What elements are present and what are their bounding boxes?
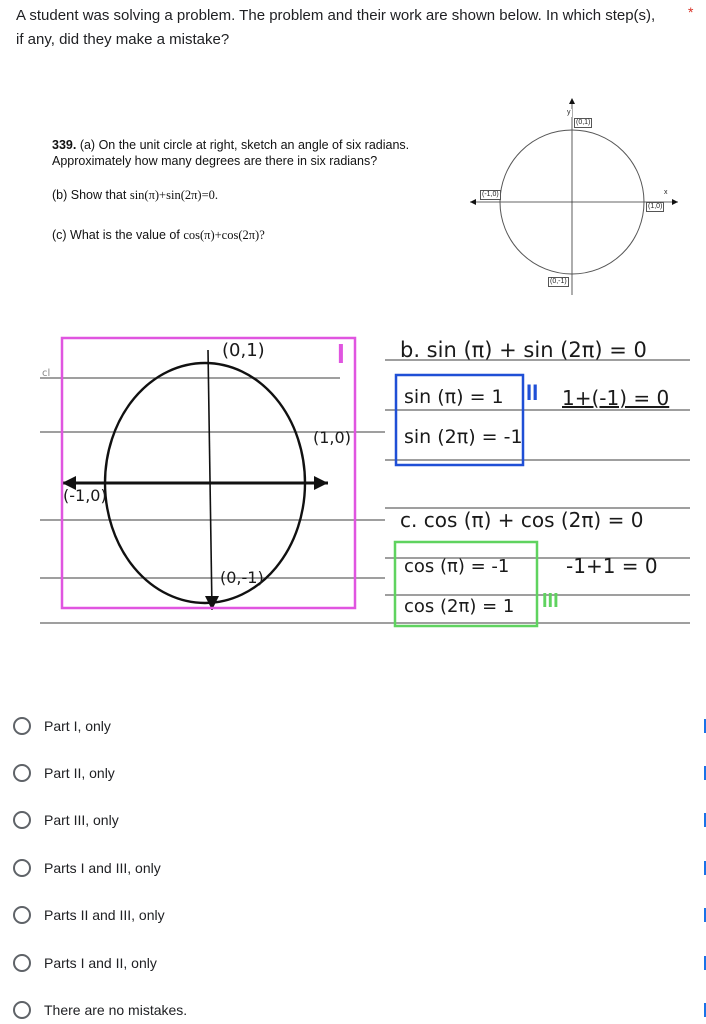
option-label: There are no mistakes. (44, 1002, 188, 1018)
hw-circle-right-label: (1,0) (313, 428, 351, 447)
problem-part-b-math: sin(π)+sin(2π)=0. (129, 188, 218, 202)
radio-button-icon[interactable] (13, 859, 31, 877)
radio-button-icon[interactable] (13, 954, 31, 972)
option-part-i-only[interactable] (13, 712, 111, 740)
option-part-ii-only[interactable] (13, 759, 115, 787)
hw-circle-top-label: (0,1) (222, 340, 265, 361)
radio-button-icon[interactable] (13, 906, 31, 924)
required-asterisk: * (688, 4, 694, 20)
hw-part-c-equation: c. cos (π) + cos (2π) = 0 (400, 508, 644, 532)
option-part-iii-only[interactable] (13, 806, 119, 834)
hw-circle-bottom-label: (0,-1) (220, 568, 264, 587)
label-top-point: (0,1) (576, 119, 591, 126)
hw-part-b-result: 1+(-1) = 0 (562, 386, 670, 410)
option-label: Part III, only (44, 812, 119, 828)
label-bottom-point: (0,-1) (550, 278, 567, 285)
problem-number: 339. (52, 138, 77, 152)
problem-part-a-line1: (a) On the unit circle at right, sketch an angle of six radians. (76, 138, 410, 152)
option-label: Part I, only (44, 718, 111, 734)
problem-part-b-prefix: (b) Show that (52, 188, 130, 202)
margin-mark: cl (42, 368, 51, 379)
option-label: Part II, only (44, 765, 115, 781)
x-axis-arrow-left-icon (470, 199, 476, 205)
problem-part-c-math: cos(π)+cos(2π)? (183, 228, 265, 242)
hand-arrow-right-icon (314, 476, 328, 490)
hw-circle-left-label: (-1,0) (63, 486, 107, 505)
x-axis-label: x (664, 189, 668, 196)
problem-part-a-line2: Approximately how many degrees are there in six radians? (52, 154, 378, 168)
option-label: Parts I and II, only (44, 955, 157, 971)
option-no-mistakes[interactable] (13, 996, 187, 1024)
hw-part-c-result: -1+1 = 0 (566, 554, 658, 578)
hw-part-c-step2: cos (2π) = 1 (404, 596, 515, 617)
option-label: Parts I and III, only (44, 860, 161, 876)
hw-part-b-equation: b. sin (π) + sin (2π) = 0 (400, 338, 647, 362)
question-text: A student was solving a problem. The problem and their work are shown below. In which step(s), if any, did they make a mistake? (16, 7, 656, 48)
problem-part-c-prefix: (c) What is the value of (52, 228, 184, 242)
label-right-point: (1,0) (648, 203, 663, 210)
part-II-label: II (526, 380, 539, 405)
option-parts-i-and-iii[interactable] (13, 854, 161, 882)
hw-part-c-step1: cos (π) = -1 (404, 556, 510, 577)
radio-button-icon[interactable] (13, 1001, 31, 1019)
radio-button-icon[interactable] (13, 717, 31, 735)
label-left-point: (-1,0) (482, 191, 499, 198)
option-parts-ii-and-iii[interactable] (13, 901, 165, 929)
radio-button-icon[interactable] (13, 764, 31, 782)
hand-drawn-y-axis (208, 350, 212, 610)
hw-part-b-step2: sin (2π) = -1 (404, 426, 523, 448)
y-axis-arrow-up-icon (569, 98, 575, 104)
option-label: Parts II and III, only (44, 907, 165, 923)
hw-part-b-step1: sin (π) = 1 (404, 386, 504, 408)
option-parts-i-and-ii[interactable] (13, 949, 157, 977)
x-axis-arrow-right-icon (672, 199, 678, 205)
student-work-sketch (0, 320, 706, 640)
part-III-label: III (542, 590, 559, 612)
y-axis-label: y (567, 109, 571, 116)
part-I-label: I (337, 338, 345, 369)
radio-button-icon[interactable] (13, 811, 31, 829)
